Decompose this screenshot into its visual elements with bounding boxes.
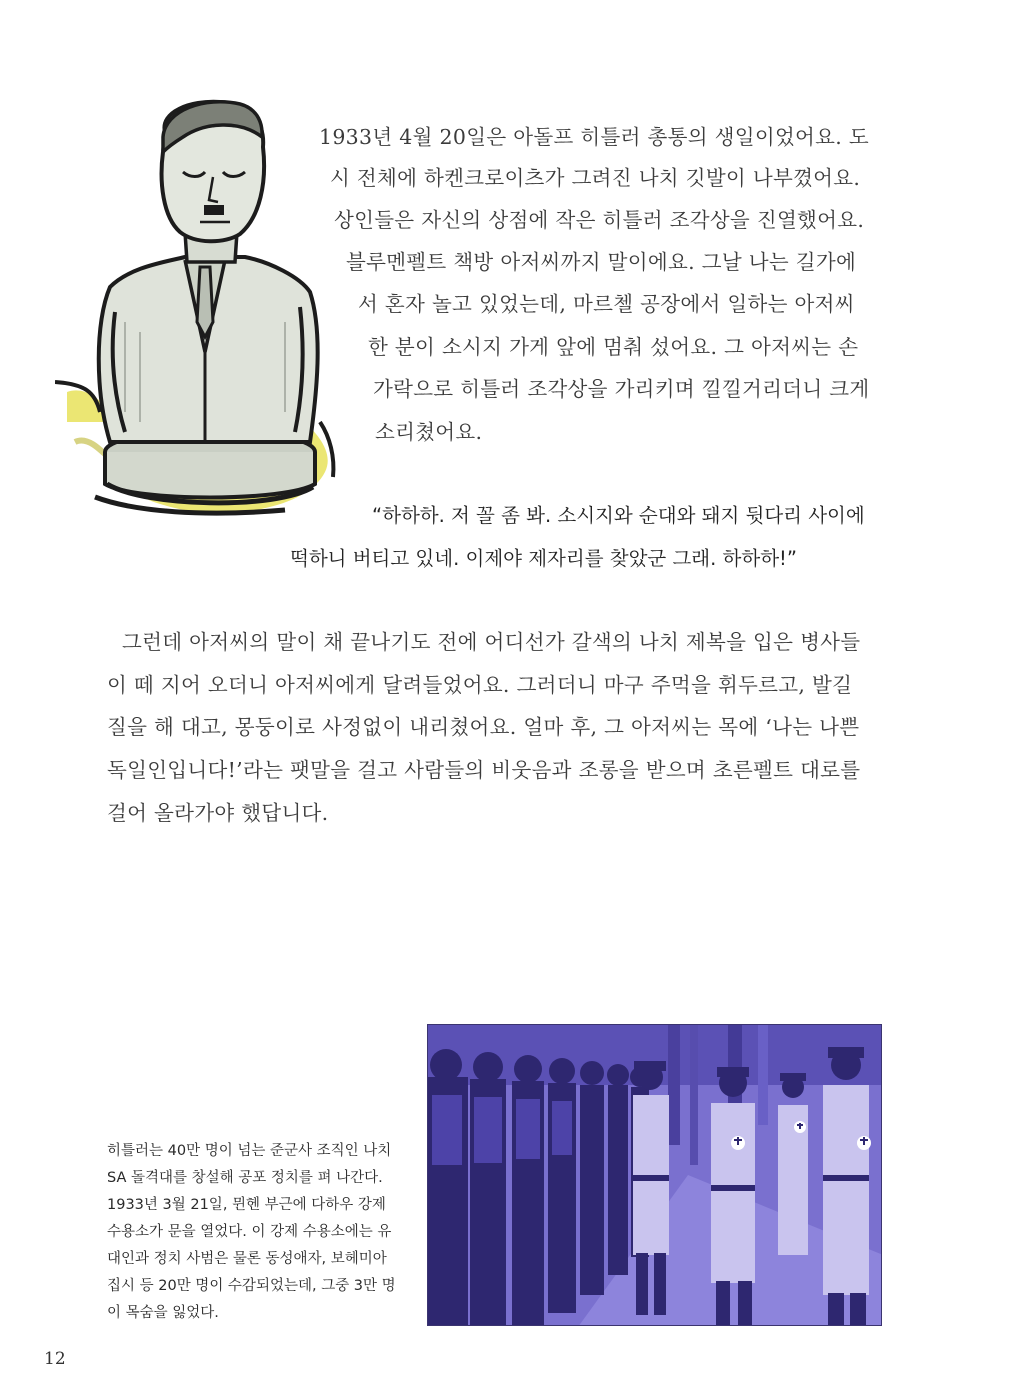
story-line: 가락으로 히틀러 조각상을 가리키며 낄낄거리더니 크게 bbox=[373, 377, 870, 401]
paragraph-line: 걸어 올라가야 했답니다. bbox=[107, 801, 329, 825]
caption-line: 1933년 3월 21일, 뮌헨 부근에 다하우 강제 bbox=[107, 1197, 386, 1213]
story-line: 블루멘펠트 책방 아저씨까지 말이에요. 그날 나는 길가에 bbox=[346, 250, 857, 274]
sa-troops-photo bbox=[427, 1024, 882, 1326]
story-line: 소리쳤어요. bbox=[375, 420, 483, 444]
caption-line: SA 돌격대를 창설해 공포 정치를 펴 나간다. bbox=[107, 1170, 383, 1186]
caption-line: 수용소가 문을 열었다. 이 강제 수용소에는 유 bbox=[107, 1224, 392, 1240]
page-number: 12 bbox=[44, 1349, 66, 1369]
quote-line: “하하하. 저 꼴 좀 봐. 소시지와 순대와 돼지 뒷다리 사이에 bbox=[372, 504, 865, 527]
story-line: 서 혼자 놀고 있었는데, 마르첼 공장에서 일하는 아저씨 bbox=[358, 292, 855, 316]
caption-line: 집시 등 20만 명이 수감되었는데, 그중 3만 명 bbox=[107, 1278, 396, 1294]
paragraph-line: 그런데 아저씨의 말이 채 끝나기도 전에 어디선가 갈색의 나치 제복을 입은 병사들 bbox=[122, 630, 861, 654]
caption-line: 대인과 정치 사범은 물론 동성애자, 보헤미아 bbox=[107, 1251, 387, 1267]
story-line: 1933년 4월 20일은 아돌프 히틀러 총통의 생일이었어요. 도 bbox=[319, 125, 869, 149]
paragraph-line: 이 떼 지어 오더니 아저씨에게 달려들었어요. 그러더니 마구 주먹을 휘두르고, 발길 bbox=[107, 673, 853, 697]
story-line: 시 전체에 하켄크로이츠가 그려진 나치 깃발이 나부꼈어요. bbox=[330, 166, 861, 190]
hitler-bust-illustration bbox=[55, 92, 340, 532]
caption-line: 이 목숨을 잃었다. bbox=[107, 1305, 219, 1321]
story-line: 한 분이 소시지 가게 앞에 멈춰 섰어요. 그 아저씨는 손 bbox=[368, 335, 859, 359]
caption-line: 히틀러는 40만 명이 넘는 준군사 조직인 나치 bbox=[107, 1143, 392, 1159]
paragraph-line: 독일인입니다!’라는 팻말을 걸고 사람들의 비웃음과 조롱을 받으며 초른펠트 대로를 bbox=[107, 758, 861, 782]
paragraph-line: 질을 해 대고, 몽둥이로 사정없이 내리쳤어요. 얼마 후, 그 아저씨는 목에 ‘나는 나쁜 bbox=[107, 715, 860, 739]
story-line: 상인들은 자신의 상점에 작은 히틀러 조각상을 진열했어요. bbox=[334, 208, 865, 232]
quote-line: 떡하니 버티고 있네. 이제야 제자리를 찾았군 그래. 하하하!” bbox=[290, 547, 797, 570]
photo-image bbox=[428, 1025, 882, 1326]
